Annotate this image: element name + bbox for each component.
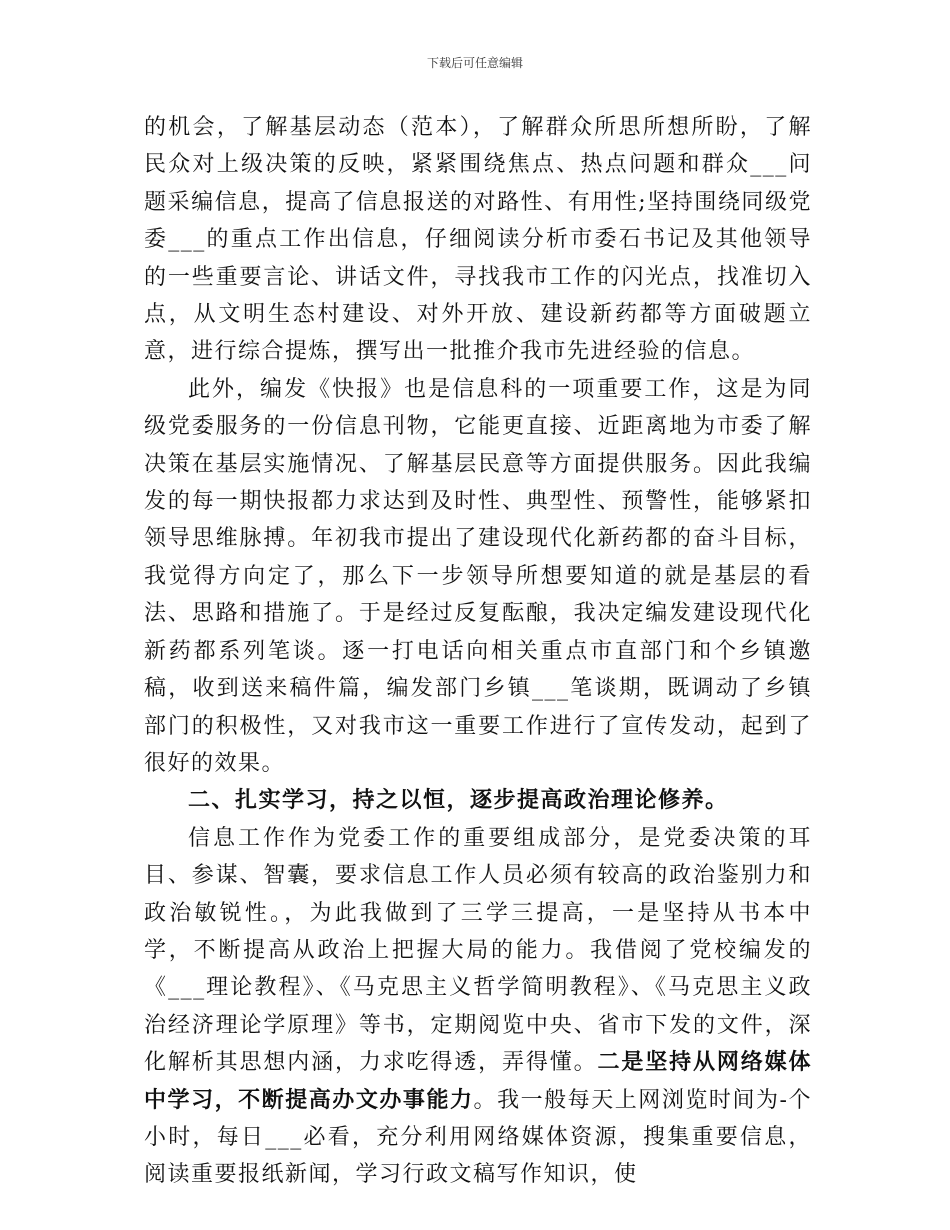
paragraph-study-end: 。我一般每天上网浏览时间为-个小时，每日___必看，充分利用网络媒体资源，搜集重要信息，阅读重要报纸新闻，学习行政文稿写作知识，使	[144, 1087, 812, 1188]
paragraph-study-bold: 二是坚持从网络媒体中学习，不断提高办文办事能力	[144, 1049, 812, 1113]
paragraph-study	[144, 820, 812, 1194]
document-body	[144, 109, 812, 1194]
section-heading-2: 二、扎实学习，持之以恒，逐步提高政治理论修养。	[188, 787, 729, 814]
paragraph-continuation: 的机会，了解基层动态（范本），了解群众所思所想所盼，了解民众对上级决策的反映，紧紧围绕焦点、热点问题和群众___问题采编信息，提高了信息报送的对路性、有用性;坚持围绕同级党委___的重点工作出信息，仔细阅读分析市委石书记及其他领导的一些重要言论、讲话文件，寻找我市工作的闪光点，找准切入点，从文明生态村建设、对外开放、建设新药都等方面破题立意，进行综合提炼，撰写出一批推介我市先进经验的信息。	[144, 115, 812, 365]
paragraph-kuaibao: 此外，编发《快报》也是信息科的一项重要工作，这是为同级党委服务的一份信息刊物，它能更直接、近距离地为市委了解决策在基层实施情况、了解基层民意等方面提供服务。因此我编发的每一期快报都力求达到及时性、典型性、预警性，能够紧扣领导思维脉搏。年初我市提出了建设现代化新药都的奋斗目标，我觉得方向定了，那么下一步领导所想要知道的就是基层的看法、思路和措施了。于是经过反复酝酿，我决定编发建设现代化新药都系列笔谈。逐一打电话向相关重点市直部门和个乡镇邀稿，收到送来稿件篇，编发部门乡镇___笔谈期，既调动了乡镇部门的积极性，又对我市这一重要工作进行了宣传发动，起到了很好的效果。	[144, 376, 812, 776]
paragraph-study-text: 信息工作作为党委工作的重要组成部分，是党委决策的耳目、参谋、智囊，要求信息工作人员必须有较高的政治鉴别力和政治敏锐性。，为此我做到了三学三提高，一是坚持从书本中学，不断提高从政治上把握大局的能力。我借阅了党校编发的《___理论教程》、《马克思主义哲学简明教程》、《马克思主义政治经济理论学原理》等书，定期阅览中央、省市下发的文件，深化解析其思想内涵，力求吃得透，弄得懂。	[144, 825, 812, 1076]
page-header: 下载后可任意编辑	[426, 56, 523, 70]
